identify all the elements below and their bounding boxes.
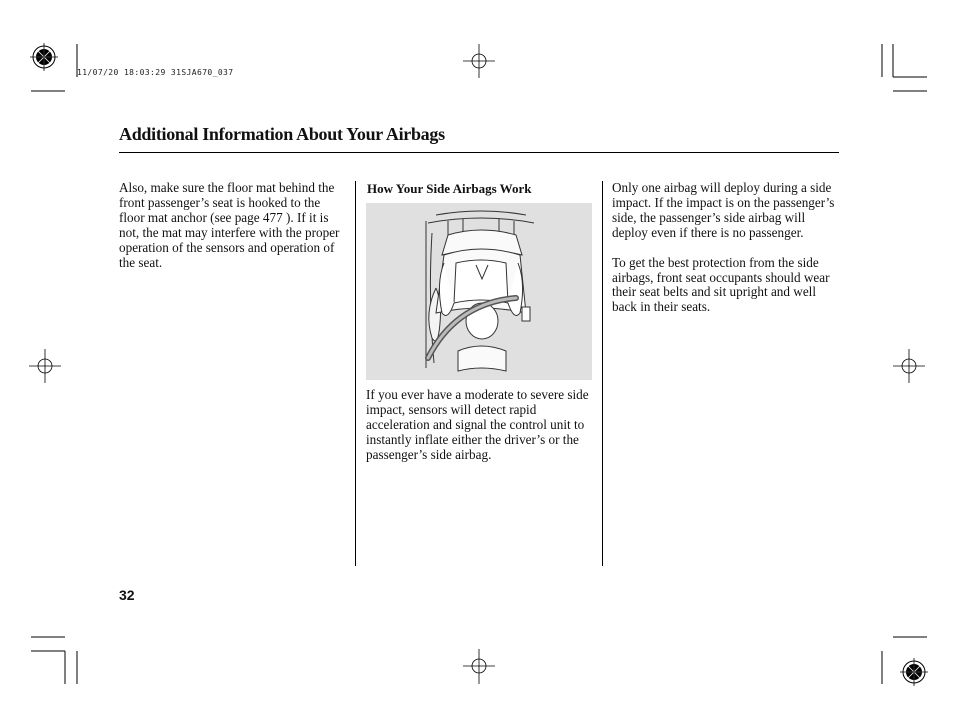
crosshair-bottom bbox=[463, 649, 495, 684]
section-heading: How Your Side Airbags Work bbox=[367, 181, 532, 196]
title-rule bbox=[119, 152, 839, 153]
middle-column bbox=[366, 388, 596, 478]
star-target-bottom-right bbox=[900, 658, 928, 686]
side-airbag-illustration bbox=[366, 203, 592, 380]
star-target-top-left bbox=[30, 43, 58, 71]
page-title: Additional Information About Your Airbags bbox=[119, 124, 445, 144]
left-paragraph: Also, make sure the floor mat behind the front passenger’s seat is hooked to the floor mat anchor (see page 477 ). If it is not, the mat may interfere with the proper operation of the sensors and operation of the seat. bbox=[119, 180, 340, 270]
right-paragraph-1: Only one airbag will deploy during a side impact. If the impact is on the passenger’s side, the passenger’s side airbag will deploy even if there is no passenger. bbox=[612, 180, 835, 240]
left-column bbox=[119, 181, 347, 285]
column-divider-2 bbox=[602, 181, 603, 566]
print-stamp: 11/07/20 18:03:29 31SJA670_037 bbox=[77, 68, 234, 77]
crosshair-top bbox=[463, 44, 495, 78]
crosshair-left bbox=[29, 349, 61, 383]
middle-paragraph: If you ever have a moderate to severe side impact, sensors will detect rapid acceleration and signal the control unit to instantly inflate either the driver’s or the passenger’s side airbag. bbox=[366, 387, 589, 462]
page-number: 32 bbox=[119, 587, 135, 603]
right-paragraph-2: To get the best protection from the side airbags, front seat occupants should wear their seat belts and sit upright and well back in their seats. bbox=[612, 254, 830, 315]
right-column bbox=[612, 181, 837, 330]
column-divider-1 bbox=[355, 181, 356, 566]
seat-occupant-drawing bbox=[366, 203, 592, 380]
crosshair-right bbox=[893, 349, 925, 383]
